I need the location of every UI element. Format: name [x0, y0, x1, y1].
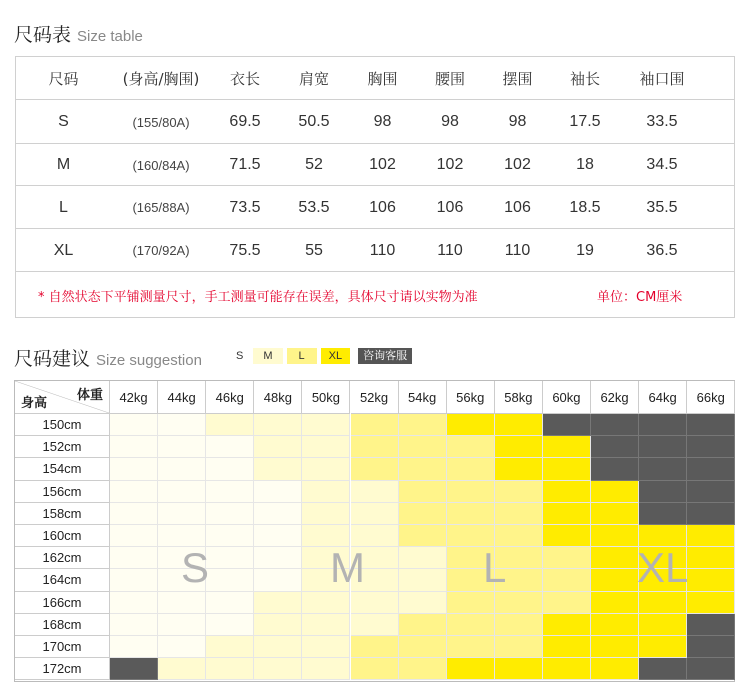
- size-cell-l: [447, 547, 495, 569]
- size-table-cell: (160/84A): [132, 157, 190, 173]
- size-table-header-cell: 摆围: [502, 69, 533, 88]
- size-cell-s: [110, 636, 158, 658]
- size-cell-l: [495, 525, 543, 547]
- size-cell-s: [110, 592, 158, 614]
- size-cell-m: [302, 658, 350, 680]
- size-cell-m: [302, 636, 350, 658]
- weight-column-header: 46kg: [206, 381, 254, 414]
- size-cell-n: [591, 458, 639, 480]
- size-cell-xl: [543, 525, 591, 547]
- size-cell-m: [254, 614, 302, 636]
- size-cell-l: [399, 481, 447, 503]
- size-table-cell: S: [58, 113, 69, 130]
- size-cell-m: [254, 636, 302, 658]
- size-cell-n: [110, 658, 158, 680]
- size-cell-l: [447, 503, 495, 525]
- size-cell-s: [158, 436, 206, 458]
- size-table-header-cell: 衣长: [229, 69, 260, 88]
- size-cell-m: [351, 592, 399, 614]
- size-table-row: [16, 145, 734, 186]
- size-cell-xl: [495, 414, 543, 436]
- size-table-cell: 19: [576, 241, 594, 259]
- grid-corner: [15, 381, 110, 414]
- size-cell-s: [206, 481, 254, 503]
- size-cell-m: [254, 458, 302, 480]
- size-table-cell: 110: [504, 241, 531, 259]
- size-cell-l: [447, 614, 495, 636]
- weight-column-header: 50kg: [302, 381, 350, 414]
- size-cell-xl: [639, 525, 687, 547]
- unit-note: 单位：CM厘米: [597, 290, 683, 305]
- size-cell-n: [543, 414, 591, 436]
- size-cell-l: [495, 503, 543, 525]
- size-cell-s: [206, 614, 254, 636]
- size-cell-m: [399, 547, 447, 569]
- size-suggestion-grid: [14, 380, 735, 682]
- size-cell-l: [399, 436, 447, 458]
- size-suggestion-title-zh: 尺码建议: [14, 348, 91, 370]
- weight-column-header: 56kg: [447, 381, 495, 414]
- weight-column-header: 66kg: [687, 381, 735, 414]
- size-cell-m: [351, 547, 399, 569]
- size-cell-xl: [687, 569, 735, 591]
- size-cell-s: [110, 503, 158, 525]
- height-row-header: 150cm: [15, 414, 110, 436]
- size-table-cell: 102: [436, 156, 464, 173]
- size-cell-l: [351, 636, 399, 658]
- weight-column-header: 52kg: [351, 381, 399, 414]
- size-table: [15, 56, 735, 318]
- size-cell-l: [495, 569, 543, 591]
- weight-column-header: 42kg: [110, 381, 158, 414]
- size-cell-s: [110, 525, 158, 547]
- weight-column-header: 54kg: [399, 381, 447, 414]
- size-cell-l: [543, 547, 591, 569]
- size-table-cell: 52: [305, 156, 323, 173]
- size-cell-xl: [591, 592, 639, 614]
- size-cell-s: [110, 458, 158, 480]
- size-cell-l: [447, 592, 495, 614]
- size-cell-s: [158, 547, 206, 569]
- size-cell-n: [687, 481, 735, 503]
- size-cell-xl: [591, 569, 639, 591]
- size-cell-s: [110, 614, 158, 636]
- size-cell-xl: [543, 481, 591, 503]
- size-cell-n: [639, 414, 687, 436]
- size-cell-s: [110, 436, 158, 458]
- size-cell-xl: [687, 525, 735, 547]
- size-cell-m: [302, 614, 350, 636]
- size-cell-m: [302, 414, 350, 436]
- size-cell-n: [687, 658, 735, 680]
- consult-service-chip: 咨询客服: [358, 348, 412, 364]
- size-cell-l: [399, 458, 447, 480]
- size-cell-xl: [639, 569, 687, 591]
- height-row-header: 166cm: [15, 592, 110, 614]
- size-table-cell: 98: [508, 113, 527, 130]
- height-row-header: 152cm: [15, 436, 110, 458]
- size-table-row: [16, 230, 734, 272]
- size-cell-s: [254, 547, 302, 569]
- size-cell-m: [206, 414, 254, 436]
- size-table-cell: 35.5: [646, 198, 678, 216]
- size-cell-s: [206, 569, 254, 591]
- size-cell-m: [351, 503, 399, 525]
- size-cell-s: [158, 592, 206, 614]
- size-suggestion-title-en: Size suggestion: [96, 352, 202, 369]
- size-cell-m: [206, 658, 254, 680]
- size-cell-s: [158, 525, 206, 547]
- size-cell-l: [495, 636, 543, 658]
- legend-chip-s: S: [230, 348, 249, 364]
- size-cell-l: [399, 614, 447, 636]
- size-cell-xl: [591, 614, 639, 636]
- height-row-header: 164cm: [15, 569, 110, 591]
- zone-label-s: S: [181, 544, 210, 591]
- size-cell-m: [351, 569, 399, 591]
- size-cell-xl: [591, 658, 639, 680]
- size-cell-n: [639, 658, 687, 680]
- size-cell-s: [254, 503, 302, 525]
- weight-column-header: 60kg: [543, 381, 591, 414]
- size-cell-n: [687, 636, 735, 658]
- size-cell-s: [158, 569, 206, 591]
- size-cell-l: [447, 458, 495, 480]
- size-table-cell: (165/88A): [132, 200, 190, 215]
- height-row-header: 170cm: [15, 636, 110, 658]
- size-cell-l: [447, 636, 495, 658]
- size-table-cell: 98: [373, 113, 392, 130]
- size-cell-m: [302, 436, 350, 458]
- size-cell-l: [399, 636, 447, 658]
- height-axis-label: 身高: [21, 396, 48, 411]
- size-cell-s: [158, 614, 206, 636]
- size-cell-l: [447, 525, 495, 547]
- size-cell-n: [687, 614, 735, 636]
- size-cell-l: [399, 503, 447, 525]
- size-cell-xl: [543, 458, 591, 480]
- size-table-cell: 98: [441, 113, 459, 130]
- size-table-cell: 106: [504, 198, 531, 216]
- size-cell-s: [254, 569, 302, 591]
- size-table-cell: M: [56, 156, 71, 173]
- size-table-cell: (155/80A): [132, 114, 190, 130]
- size-cell-xl: [543, 614, 591, 636]
- size-cell-n: [687, 458, 735, 480]
- size-table-title-zh: 尺码表: [14, 24, 72, 46]
- size-cell-s: [158, 636, 206, 658]
- size-cell-m: [302, 481, 350, 503]
- size-table-cell: XL: [53, 241, 74, 259]
- size-table-cell: 73.5: [229, 198, 261, 216]
- size-cell-s: [206, 458, 254, 480]
- size-cell-xl: [687, 592, 735, 614]
- size-cell-l: [543, 569, 591, 591]
- legend-chip-m: M: [253, 348, 282, 364]
- size-cell-l: [399, 525, 447, 547]
- size-legend: [230, 348, 412, 364]
- size-table-header-cell: 袖长: [569, 69, 600, 88]
- size-table-cell: 106: [369, 198, 396, 216]
- size-cell-xl: [591, 525, 639, 547]
- height-row-header: 156cm: [15, 481, 110, 503]
- size-cell-m: [302, 458, 350, 480]
- zone-label-l: L: [483, 544, 507, 591]
- size-table-cell: 110: [437, 241, 463, 259]
- size-table-title: [14, 20, 143, 47]
- weight-axis-label: 体重: [76, 388, 103, 403]
- size-cell-xl: [543, 436, 591, 458]
- size-table-cell: 102: [369, 156, 396, 173]
- size-cell-l: [351, 436, 399, 458]
- size-cell-m: [302, 569, 350, 591]
- size-table-cell: 18.5: [569, 198, 601, 216]
- size-table-cell: 55: [305, 241, 323, 259]
- size-cell-s: [206, 547, 254, 569]
- size-cell-n: [639, 458, 687, 480]
- size-cell-xl: [543, 658, 591, 680]
- size-cell-s: [206, 592, 254, 614]
- zone-label-xl: XL: [637, 544, 689, 591]
- size-cell-m: [254, 436, 302, 458]
- size-table-cell: 18: [576, 156, 594, 173]
- size-table-cell: 102: [504, 156, 531, 173]
- height-row-header: 158cm: [15, 503, 110, 525]
- size-cell-m: [351, 525, 399, 547]
- size-cell-n: [639, 436, 687, 458]
- height-row-header: 154cm: [15, 458, 110, 480]
- size-table-cell: 17.5: [569, 113, 601, 130]
- size-cell-s: [254, 525, 302, 547]
- size-cell-xl: [639, 547, 687, 569]
- weight-column-header: 64kg: [639, 381, 687, 414]
- size-cell-l: [399, 414, 447, 436]
- legend-chip-l: L: [287, 348, 317, 364]
- size-cell-s: [158, 458, 206, 480]
- size-cell-s: [158, 481, 206, 503]
- size-cell-m: [302, 525, 350, 547]
- size-cell-n: [687, 503, 735, 525]
- size-cell-s: [206, 503, 254, 525]
- size-cell-m: [302, 547, 350, 569]
- size-cell-n: [687, 436, 735, 458]
- size-cell-l: [447, 481, 495, 503]
- size-cell-m: [254, 658, 302, 680]
- size-cell-l: [495, 614, 543, 636]
- size-cell-l: [351, 414, 399, 436]
- size-table-row: [16, 187, 734, 229]
- size-cell-s: [206, 525, 254, 547]
- size-table-cell: L: [59, 198, 68, 216]
- size-cell-m: [399, 569, 447, 591]
- size-cell-s: [110, 481, 158, 503]
- size-table-cell: 50.5: [298, 113, 330, 130]
- size-table-header-cell: 腰围: [434, 69, 465, 88]
- size-cell-l: [351, 458, 399, 480]
- size-cell-m: [351, 481, 399, 503]
- size-cell-xl: [591, 481, 639, 503]
- size-cell-xl: [543, 503, 591, 525]
- size-cell-l: [447, 436, 495, 458]
- size-cell-n: [639, 481, 687, 503]
- size-cell-s: [110, 569, 158, 591]
- size-cell-l: [351, 658, 399, 680]
- size-cell-n: [591, 436, 639, 458]
- measurement-note: * 自然状态下平铺测量尺寸，手工测量可能存在误差，具体尺寸请以实物为准: [38, 290, 478, 305]
- size-table-cell: 53.5: [298, 198, 330, 216]
- size-suggestion-title: [14, 344, 202, 371]
- weight-column-header: 62kg: [591, 381, 639, 414]
- size-cell-m: [399, 592, 447, 614]
- size-cell-s: [158, 414, 206, 436]
- size-table-header-row: [16, 57, 734, 100]
- size-table-header-cell: 肩宽: [298, 69, 329, 88]
- size-table-row: [16, 101, 734, 144]
- size-cell-n: [687, 414, 735, 436]
- size-cell-s: [158, 503, 206, 525]
- size-table-cell: 71.5: [229, 156, 261, 173]
- size-cell-xl: [591, 503, 639, 525]
- size-cell-xl: [543, 636, 591, 658]
- zone-label-m: M: [330, 544, 365, 591]
- size-table-header-cell: 袖口围: [639, 69, 685, 88]
- size-cell-xl: [495, 458, 543, 480]
- size-table-header-cell: 胸围: [367, 69, 398, 88]
- size-cell-s: [206, 436, 254, 458]
- size-cell-xl: [639, 614, 687, 636]
- size-cell-xl: [687, 547, 735, 569]
- size-cell-m: [302, 503, 350, 525]
- size-cell-m: [254, 414, 302, 436]
- size-table-cell: 75.5: [229, 241, 261, 259]
- height-row-header: 160cm: [15, 525, 110, 547]
- size-cell-l: [495, 592, 543, 614]
- weight-column-header: 48kg: [254, 381, 302, 414]
- size-cell-xl: [639, 592, 687, 614]
- size-table-title-en: Size table: [77, 28, 143, 45]
- size-cell-l: [495, 547, 543, 569]
- size-cell-m: [206, 636, 254, 658]
- size-cell-m: [254, 592, 302, 614]
- size-cell-m: [351, 614, 399, 636]
- size-table-header-cell: (身高/胸围): [122, 69, 200, 88]
- size-cell-l: [399, 658, 447, 680]
- height-row-header: 172cm: [15, 658, 110, 680]
- size-cell-n: [639, 503, 687, 525]
- size-table-cell: 110: [369, 241, 396, 259]
- legend-chip-xl: XL: [321, 348, 350, 364]
- size-table-cell: 69.5: [229, 113, 261, 130]
- size-cell-xl: [495, 436, 543, 458]
- size-cell-l: [543, 592, 591, 614]
- height-row-header: 168cm: [15, 614, 110, 636]
- weight-column-header: 44kg: [158, 381, 206, 414]
- size-table-cell: 33.5: [646, 113, 678, 130]
- size-cell-s: [110, 414, 158, 436]
- size-cell-m: [302, 592, 350, 614]
- size-cell-xl: [447, 658, 495, 680]
- size-table-cell: 36.5: [646, 241, 678, 259]
- size-cell-xl: [447, 414, 495, 436]
- size-table-header-cell: 尺码: [48, 69, 79, 88]
- size-table-cell: (170/92A): [132, 243, 190, 258]
- size-cell-s: [110, 547, 158, 569]
- size-table-cell: 106: [436, 198, 464, 216]
- size-cell-l: [447, 569, 495, 591]
- size-cell-n: [591, 414, 639, 436]
- size-cell-xl: [591, 547, 639, 569]
- size-cell-xl: [639, 636, 687, 658]
- size-cell-xl: [495, 658, 543, 680]
- size-cell-xl: [591, 636, 639, 658]
- size-cell-s: [254, 481, 302, 503]
- size-cell-m: [158, 658, 206, 680]
- size-table-cell: 34.5: [646, 156, 678, 173]
- height-row-header: 162cm: [15, 547, 110, 569]
- size-cell-l: [495, 481, 543, 503]
- weight-column-header: 58kg: [495, 381, 543, 414]
